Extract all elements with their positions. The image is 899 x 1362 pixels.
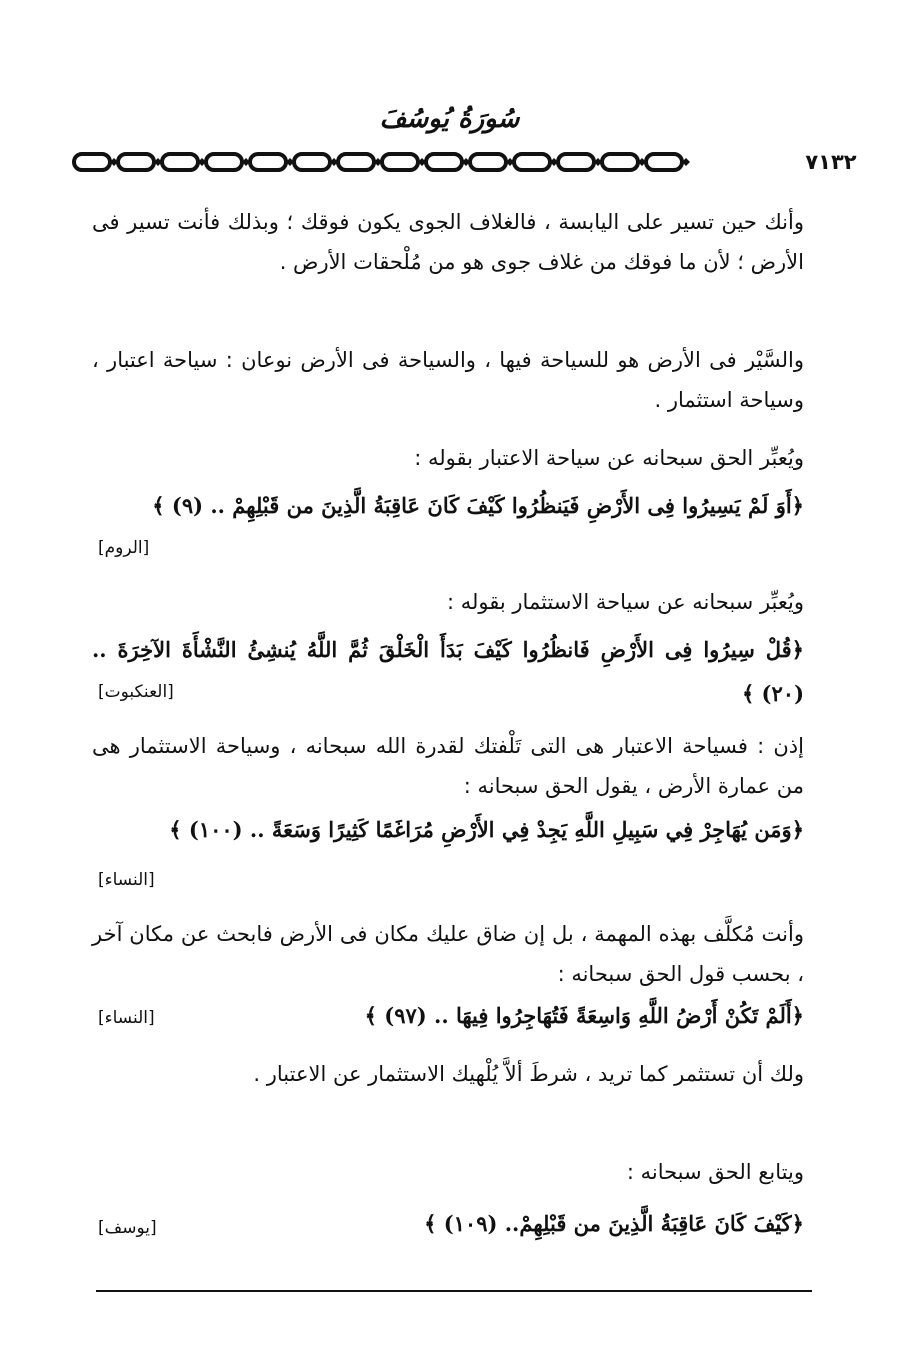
verse-reference: [العنكبوت]	[98, 682, 174, 702]
chain-link	[74, 154, 110, 170]
quran-verse: ﴿كَيْفَ كَانَ عَاقِبَةُ الَّذِينَ من قَبْلِهِمْ.. (١٠٩) ﴾	[424, 1211, 804, 1236]
quran-verse: ﴿أَلَمْ تَكُنْ أَرْضُ اللَّهِ وَاسِعَةً فَتُهَاجِرُوا فِيهَا .. (٩٧) ﴾	[364, 1003, 804, 1028]
footer-rule	[96, 1290, 812, 1292]
paragraph: ويُعبِّر الحق سبحانه عن سياحة الاعتبار بقوله :	[414, 446, 804, 470]
paragraph: ويتابع الحق سبحانه :	[626, 1160, 804, 1184]
verse-reference: [يوسف]	[98, 1218, 157, 1238]
verse-reference: [النساء]	[98, 870, 155, 890]
chain-link	[382, 154, 418, 170]
verse-reference: [الروم]	[98, 538, 150, 558]
chain-link	[338, 154, 374, 170]
chain-link	[514, 154, 550, 170]
chain-link	[558, 154, 594, 170]
quran-verse: ﴿قُلْ سِيرُوا فِى الأَرْضِ فَانظُرُوا كَيْفَ بَدَأَ الْخَلْقَ ثُمَّ اللَّهُ يُنشِئُ النَّشْأَةَ الآخِرَةَ .. (٢٠) ﴾	[92, 637, 804, 706]
chain-link	[206, 154, 242, 170]
surah-title: سُورَةُ يُوسُفَ	[379, 104, 520, 134]
chain-link	[250, 154, 286, 170]
paragraph: وأنك حين تسير على اليابسة ، فالغلاف الجوى يكون فوقك ؛ وبذلك فأنت تسير فى الأرض ؛ لأن ما فوقك من غلاف جوى هو من مُلْحقات الأرض .	[92, 210, 804, 274]
chain-link	[646, 154, 682, 170]
verse-reference: [النساء]	[98, 1008, 155, 1028]
quran-verse: ﴿وَمَن يُهَاجِرْ فِي سَبِيلِ اللَّهِ يَجِدْ فِي الأَرْضِ مُرَاغَمًا كَثِيرًا وَسَعَةً .. (١٠٠) ﴾	[169, 817, 804, 842]
chain-link	[294, 154, 330, 170]
chain-link	[426, 154, 462, 170]
paragraph: إذن : فسياحة الاعتبار هى التى تَلْفتك لقدرة الله سبحانه ، وسياحة الاستثمار هى من عمارة الأرض ، يقول الحق سبحانه :	[92, 734, 804, 798]
quran-verse: ﴿أَوَ لَمْ يَسِيرُوا فِى الأَرْضِ فَيَنظُرُوا كَيْفَ كَانَ عَاقِبَةُ الَّذِينَ من قَبْلِهِمْ .. (٩) ﴾	[152, 493, 804, 518]
paragraph: وأنت مُكلَّف بهذه المهمة ، بل إن ضاق عليك مكان فى الأرض فابحث عن مكان آخر ، بحسب قول الحق سبحانه :	[92, 922, 804, 986]
paragraph: ولك أن تستثمر كما تريد ، شرطَ ألاَّ يُلْهيك الاستثمار عن الاعتبار .	[253, 1062, 804, 1086]
chain-ornament	[70, 148, 830, 176]
header-ornament-band	[70, 148, 857, 176]
chain-link	[118, 154, 154, 170]
paragraph: والسَّيْر فى الأرض هو للسياحة فيها ، والسياحة فى الأرض نوعان : سياحة اعتبار ، وسياحة استثمار .	[92, 348, 804, 412]
page-number: ٧١٣٢	[796, 148, 866, 176]
chain-link	[162, 154, 198, 170]
paragraph: ويُعبِّر سبحانه عن سياحة الاستثمار بقوله :	[447, 590, 804, 614]
chain-link	[470, 154, 506, 170]
chain-link	[602, 154, 638, 170]
